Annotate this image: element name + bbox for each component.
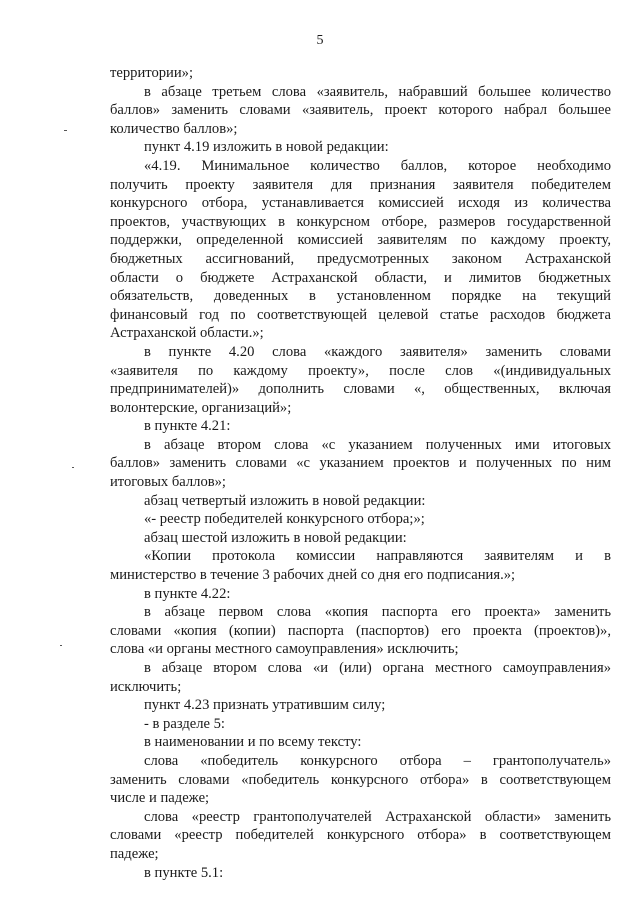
text-line: получить проекту заявителя для признания заявителя победителем <box>110 176 611 193</box>
text-line: «- реестр победителей конкурсного отбора;»; <box>144 511 425 528</box>
text-line: «Копии протокола комиссии направляются заявителям и в <box>144 548 611 565</box>
text-line: обязательств, доведенных в установленном порядке на текущий <box>110 288 611 305</box>
scan-mark <box>60 645 62 646</box>
text-line: заменить словами «победитель конкурсного отбора» в соответствующем <box>110 771 611 788</box>
text-line: в пункте 4.21: <box>144 418 231 435</box>
text-line: слова «реестр грантополучателей Астраханской области» заменить <box>144 808 611 825</box>
text-line: абзац четвертый изложить в новой редакции: <box>144 492 426 509</box>
text-line: абзац шестой изложить в новой редакции: <box>144 529 407 546</box>
text-line: Астраханской области.»; <box>110 325 264 342</box>
text-line: в абзаце втором слова «с указанием полученных ими итоговых <box>144 436 611 453</box>
page-number: 5 <box>316 33 324 48</box>
text-line: в наименовании и по всему тексту: <box>144 734 362 751</box>
text-line: в абзаце втором слова «и (или) органа местного самоуправления» <box>144 660 611 676</box>
text-line: финансовый год по соответствующей целевой статье расходов бюджета <box>110 306 611 323</box>
text-line: - в разделе 5: <box>144 715 225 732</box>
text-line: слова «и органы местного самоуправления» исключить; <box>110 641 459 658</box>
text-line: в абзаце первом слова «копия паспорта его проекта» заменить <box>144 604 611 621</box>
text-line: исключить; <box>110 678 182 695</box>
text-line: количество баллов»; <box>110 120 238 137</box>
text-line: слова «победитель конкурсного отбора – грантополучатель» <box>144 752 611 769</box>
text-line: предпринимателей)» дополнить словами «, общественных, включая <box>110 381 611 398</box>
scan-mark <box>64 130 67 131</box>
text-line: «заявителя по каждому проекту», после слов «(индивидуальных <box>110 362 611 379</box>
text-line: словами «копия (копии) паспорта (паспортов) его проекта (проектов)», <box>110 622 611 639</box>
text-line: падеже; <box>110 845 159 862</box>
text-line: области о бюджете Астраханской области, и лимитов бюджетных <box>110 269 611 286</box>
text-line: волонтерские, организаций»; <box>110 399 292 416</box>
text-line: числе и падеже; <box>110 790 210 807</box>
text-line: баллов» заменить словами «заявитель, проект которого набрал большее <box>110 102 611 119</box>
text-line: «4.19. Минимальное количество баллов, которое необходимо <box>144 157 611 174</box>
text-line: проектов, участвующих в конкурсном отборе, размеров государственной <box>110 213 611 230</box>
text-line: бюджетных ассигнований, предусмотренных законом Астраханской <box>110 250 611 267</box>
text-line: территории»; <box>110 65 194 81</box>
text-line: конкурсного отбора, устанавливается комиссией исходя из количества <box>110 195 611 212</box>
text-line: словами «реестр победителей конкурсного отбора» в соответствующем <box>110 827 611 844</box>
text-line: министерство в течение 3 рабочих дней со дня его подписания.»; <box>110 567 516 584</box>
text-line: поддержки, определенной комиссией заявителям по каждому проекту, <box>110 232 611 249</box>
scan-mark <box>72 467 74 468</box>
text-line: в пункте 5.1: <box>144 864 224 881</box>
text-line: в пункте 4.20 слова «каждого заявителя» заменить словами <box>144 343 611 360</box>
text-line: итоговых баллов»; <box>110 474 226 491</box>
text-line: в пункте 4.22: <box>144 585 231 602</box>
text-line: пункт 4.19 изложить в новой редакции: <box>144 139 389 156</box>
text-line: в абзаце третьем слова «заявитель, набравший большее количество <box>144 83 611 100</box>
document-body <box>110 64 611 882</box>
text-line: баллов» заменить словами «с указанием проектов и полученных по ним <box>110 455 611 472</box>
text-line: пункт 4.23 признать утратившим силу; <box>144 697 386 714</box>
